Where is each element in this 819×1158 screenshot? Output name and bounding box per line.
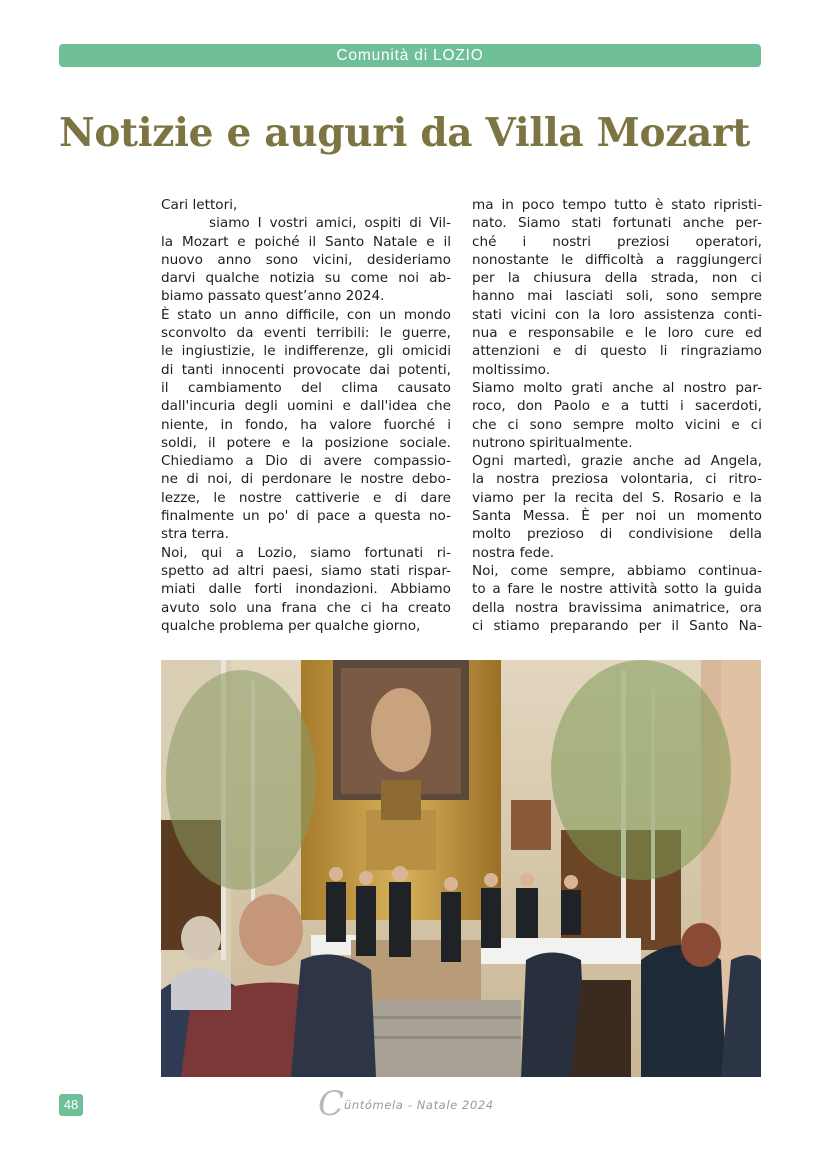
article-text-line: moltissimo. [472,361,551,378]
article-text-line: spetto ad altri paesi, siamo stati rispar- [161,562,451,579]
article-column-right [472,196,762,635]
article-text-line: stra terra. [161,526,229,543]
article-text-line: ne di noi, di perdonare le nostre debo- [161,471,451,488]
article-text-line: darvi qualche notizia su come noi ab- [161,270,451,287]
article-text-line: il cambiamento del clima causato [161,379,451,396]
article-text-line: Siamo molto grati anche al nostro par- [472,379,762,396]
article-text-line: Noi, come sempre, abbiamo continua- [472,562,762,579]
magazine-footer [318,1084,494,1124]
article-text-line: ci stiamo preparando per il Santo Na- [472,617,762,634]
article-text-line: finalmente un po' di pace a questa no- [161,508,451,525]
article-text-line: nostra fede. [472,544,555,561]
page-number: 48 [59,1094,83,1116]
article-text-line: Chiediamo a Dio di avere compassio- [161,453,451,470]
article-text-line: niente, in fondo, ha valore fuorché i [161,416,451,433]
article-text-line: ma in poco tempo tutto è stato ripristi- [472,197,762,213]
article-text-line: to a fare le nostre attività sotto la guida [472,581,762,598]
article-text-line: viamo per la recita del S. Rosario e la [472,489,762,506]
article-text-line: della nostra bravissima animatrice, ora [472,599,762,616]
article-text-line: nutrono spiritualmente. [472,434,633,451]
magazine-initial: C [318,1084,345,1124]
article-text-line: nua e responsabile e le loro cure ed [472,325,762,342]
article-text-line: È stato un anno difficile, con un mondo [161,306,451,323]
church-interior-image [161,660,761,1077]
article-text-line: sconvolto da eventi terribili: le guerre, [161,325,451,342]
magazine-issue: üntómela - Natale 2024 [344,1098,494,1112]
article-text-line: Ogni martedì, grazie anche ad Angela, [472,453,762,470]
article-text-line: nonostante le difficoltà a raggiungerci [472,251,762,268]
article-text-line: stati vicini con la loro assistenza conti- [472,306,762,323]
article-text-line: miati dalle forti inondazioni. Abbiamo [161,581,451,598]
article-title: Notizie e auguri da Villa Mozart [59,110,750,156]
article-text-line: la Mozart e poiché il Santo Natale e il [161,233,451,250]
article-text-line: roco, don Paolo e a tutti i sacerdoti, [472,398,762,415]
article-text-line: nato. Siamo stati fortunati anche per- [472,215,762,232]
article-text-line: avuto solo una frana che ci ha creato [161,599,451,616]
article-text-line: siamo I vostri amici, ospiti di Vil- [209,215,451,232]
article-text-line: attenzioni e di questo li ringraziamo [472,343,762,360]
article-text-line: hanno mai lasciati soli, sono sempre [472,288,762,305]
article-text-line: la nostra preziosa volontaria, ci ritro- [472,471,762,488]
article-text-line: Cari lettori, [161,197,238,213]
article-column-left [161,196,451,635]
article-text-line: biamo passato quest’anno 2024. [161,288,385,305]
article-text-line: che ci sono sempre molto vicini e ci [472,416,762,433]
article-text-line: molto prezioso di condivisione della [472,526,762,543]
article-text-line: per la chiusura della strada, non ci [472,270,762,287]
article-text-line: qualche problema per qualche giorno, [161,617,421,634]
section-banner: Comunità di LOZIO [59,44,761,67]
article-text-line: ché i nostri preziosi operatori, [472,233,762,250]
article-text-line: di tanti innocenti provocate dai potenti, [161,361,451,378]
article-text-line: soldi, il potere e la posizione sociale. [161,434,451,451]
article-text-line: Santa Messa. È per noi un momento [472,508,762,525]
article-text-line: Noi, qui a Lozio, siamo fortunati ri- [161,544,451,561]
article-text-line: le ingiustizie, le indifferenze, gli omicidi [161,343,451,360]
article-text-line: lezze, le nostre cattiverie e di dare [161,489,451,506]
article-text-line: nuovo anno sono vicini, desideriamo [161,251,451,268]
article-text-line: dall'incuria degli uomini e dall'idea che [161,398,451,415]
church-choir-photo [161,660,761,1077]
